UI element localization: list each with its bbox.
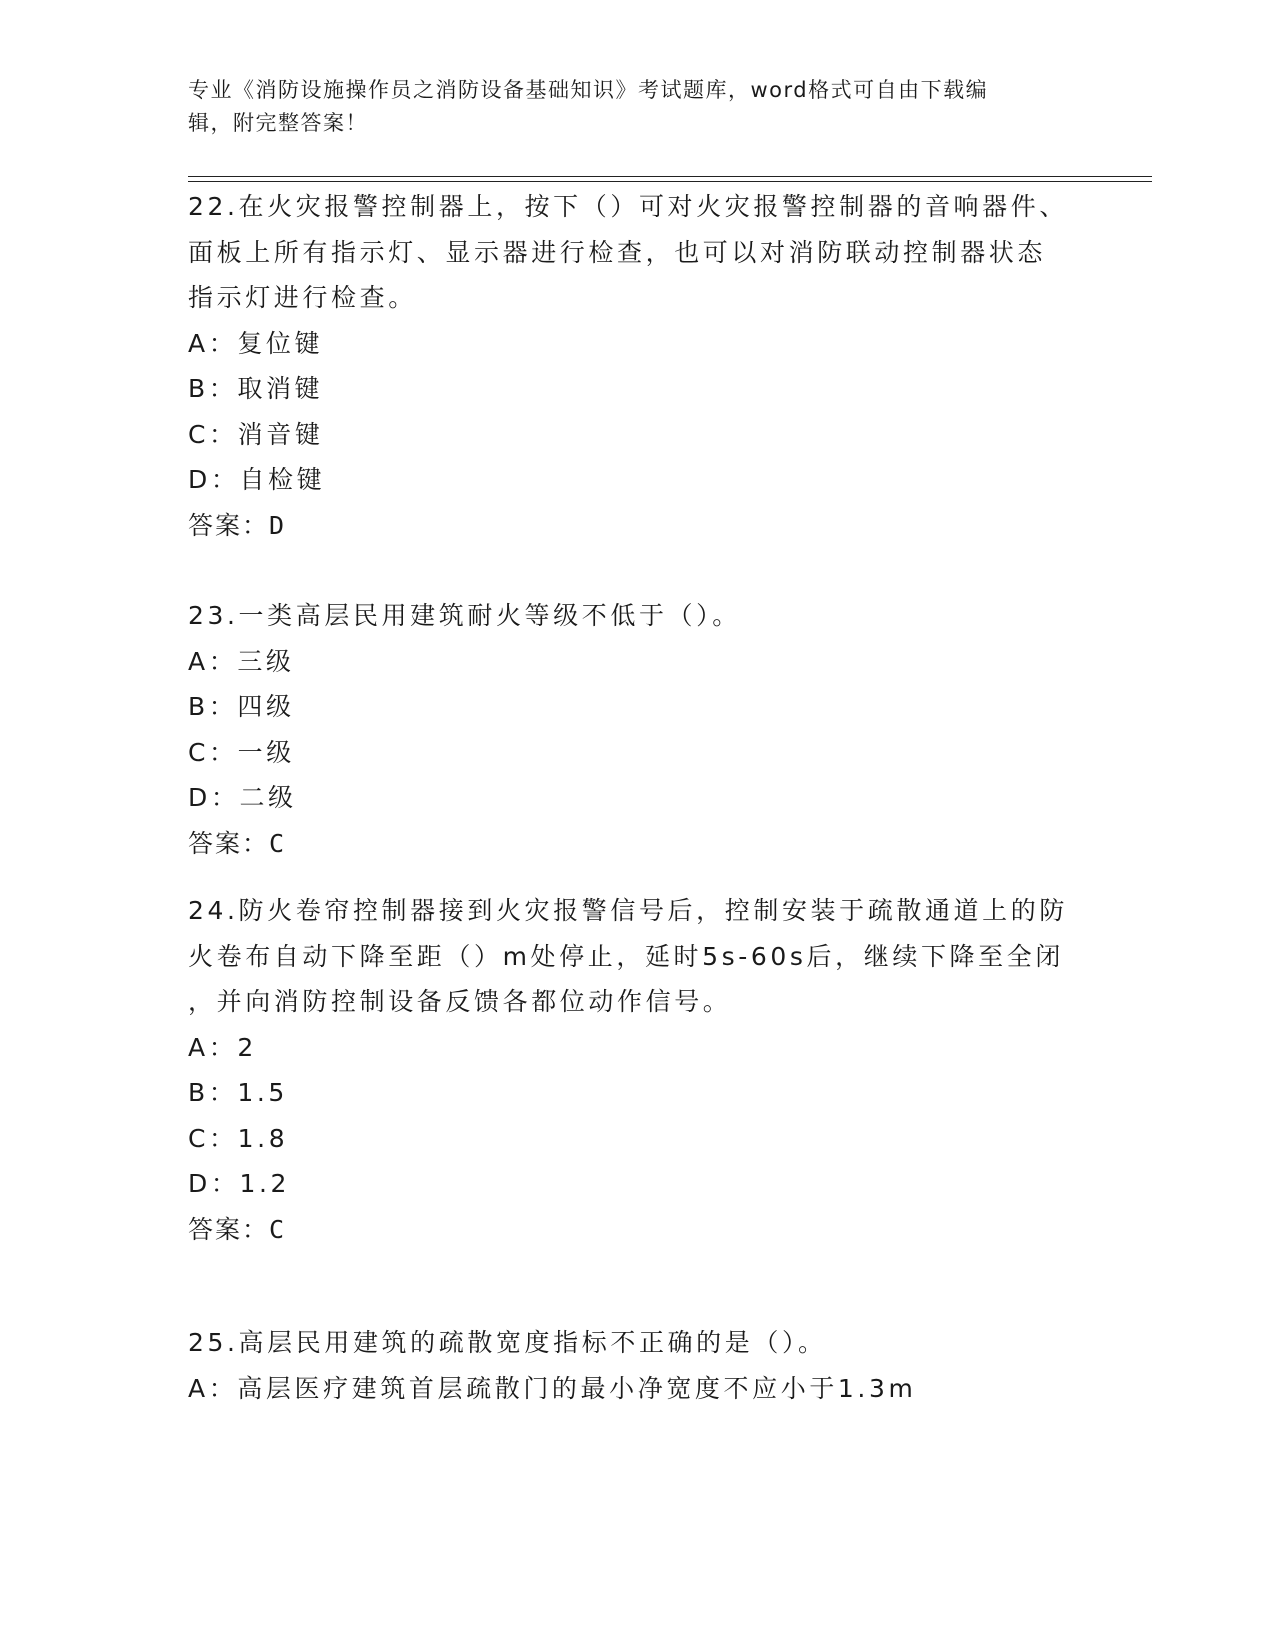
answer-label: 答案： bbox=[188, 1214, 270, 1244]
header-line-1: 专业《消防设施操作员之消防设备基础知识》考试题库，word格式可自由下载编 bbox=[188, 78, 989, 102]
option-d bbox=[188, 1161, 1088, 1207]
option-c bbox=[188, 1116, 1088, 1162]
document-header bbox=[188, 74, 1068, 140]
answer-label: 答案： bbox=[188, 510, 270, 540]
answer-line bbox=[188, 503, 1088, 549]
option-a bbox=[188, 1025, 1088, 1071]
question-22 bbox=[188, 184, 1088, 548]
answer-line bbox=[188, 1207, 1088, 1253]
answer-value: C bbox=[269, 1214, 286, 1244]
option-key: C： bbox=[188, 419, 238, 449]
option-text: 1.5 bbox=[237, 1078, 288, 1107]
option-a bbox=[188, 321, 1088, 367]
option-a bbox=[188, 1366, 1088, 1412]
option-text: 取消键 bbox=[237, 374, 324, 403]
option-text: 一级 bbox=[237, 737, 295, 767]
question-stem-line: 25.高层民用建筑的疏散宽度指标不正确的是（）。 bbox=[188, 1328, 827, 1357]
option-a bbox=[188, 639, 1088, 685]
option-key: B： bbox=[188, 692, 238, 721]
option-text: 消音键 bbox=[237, 419, 324, 449]
question-stem-line: ，并向消防控制设备反馈各都位动作信号。 bbox=[188, 987, 732, 1016]
option-key: A： bbox=[188, 1032, 238, 1062]
option-key: D： bbox=[188, 1169, 240, 1198]
answer-value: D bbox=[269, 510, 286, 540]
option-b bbox=[188, 684, 1088, 730]
header-divider-bottom bbox=[188, 181, 1152, 182]
option-b bbox=[188, 366, 1088, 412]
option-key: B： bbox=[188, 374, 238, 403]
option-key: A： bbox=[188, 646, 238, 676]
option-key: C： bbox=[188, 1123, 238, 1153]
header-line-2: 辑，附完整答案！ bbox=[188, 111, 368, 135]
question-stem-line: 面板上所有指示灯、显示器进行检查，也可以对消防联动控制器状态 bbox=[188, 237, 1047, 267]
option-text: 2 bbox=[237, 1032, 257, 1062]
question-stem-line: 23.一类高层民用建筑耐火等级不低于（）。 bbox=[188, 601, 741, 630]
question-24 bbox=[188, 888, 1088, 1252]
option-key: C： bbox=[188, 737, 238, 767]
option-text: 高层医疗建筑首层疏散门的最小净宽度不应小于1.3m bbox=[237, 1373, 917, 1403]
answer-value: C bbox=[269, 828, 286, 858]
option-key: A： bbox=[188, 1373, 238, 1403]
option-text: 二级 bbox=[239, 783, 297, 812]
option-d bbox=[188, 457, 1088, 503]
option-key: D： bbox=[188, 465, 240, 494]
option-c bbox=[188, 412, 1088, 458]
question-23 bbox=[188, 593, 1088, 866]
option-text: 1.2 bbox=[239, 1169, 291, 1198]
question-stem-line: 24.防火卷帘控制器接到火灾报警信号后，控制安装于疏散通道上的防 bbox=[188, 896, 1068, 925]
question-25 bbox=[188, 1320, 1088, 1411]
option-text: 自检键 bbox=[239, 465, 326, 494]
option-b bbox=[188, 1070, 1088, 1116]
option-key: B： bbox=[188, 1078, 238, 1107]
question-stem-line: 指示灯进行检查。 bbox=[188, 283, 417, 312]
header-divider-top bbox=[188, 176, 1152, 177]
answer-label: 答案： bbox=[188, 828, 270, 858]
option-c bbox=[188, 730, 1088, 776]
option-key: D： bbox=[188, 783, 240, 812]
option-text: 复位键 bbox=[237, 328, 324, 358]
option-d bbox=[188, 775, 1088, 821]
answer-line bbox=[188, 821, 1088, 867]
question-stem-line: 火卷布自动下降至距（）m处停止，延时5s-60s后，继续下降至全闭 bbox=[188, 941, 1064, 971]
option-text: 四级 bbox=[237, 692, 295, 721]
question-stem-line: 22.在火灾报警控制器上，按下（）可对火灾报警控制器的音响器件、 bbox=[188, 192, 1068, 221]
option-key: A： bbox=[188, 328, 238, 358]
option-text: 1.8 bbox=[237, 1123, 289, 1153]
option-text: 三级 bbox=[237, 646, 295, 676]
